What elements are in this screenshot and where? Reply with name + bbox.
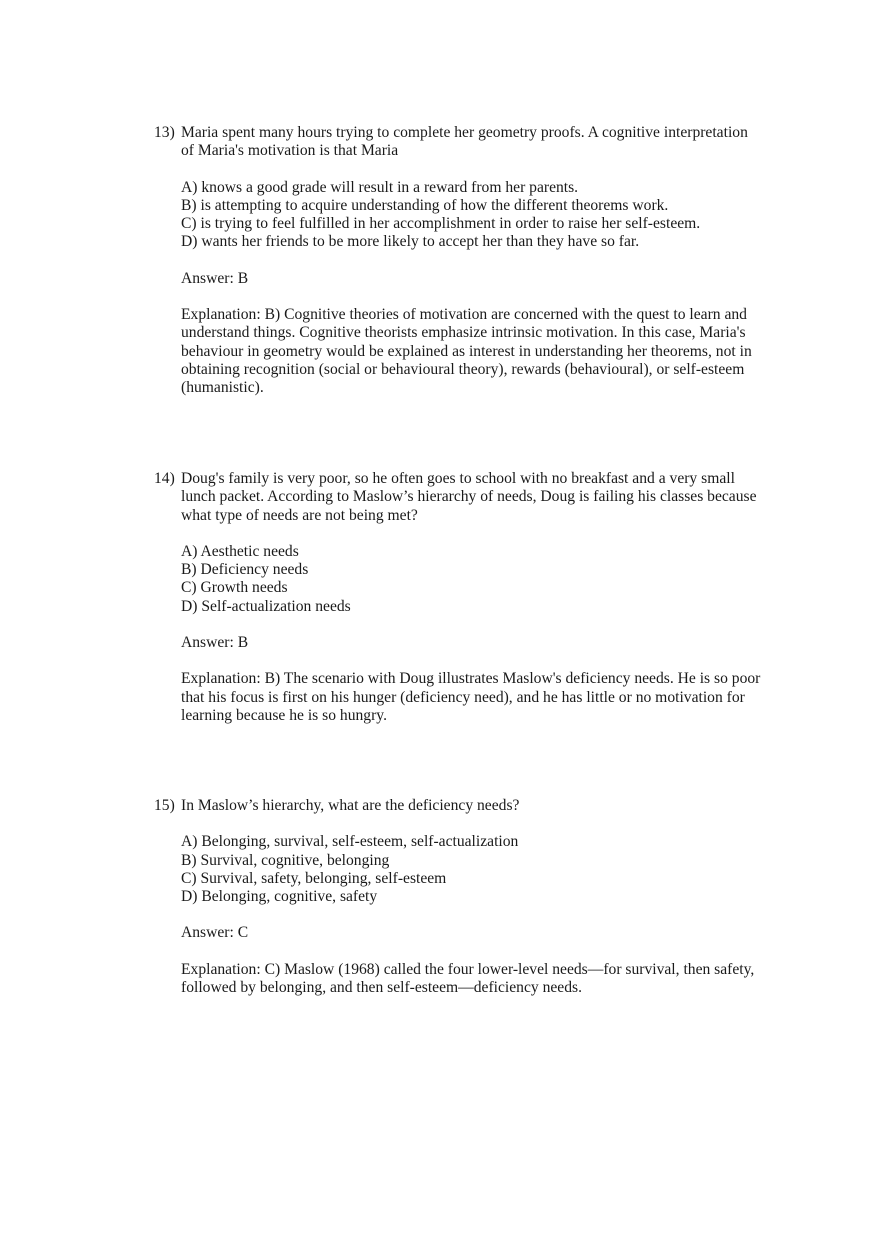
answer-line: Answer: C — [181, 924, 249, 942]
explanation-text: Explanation: B) Cognitive theories of motivation are concerned with the quest to learn and understand things. Cognitive theorists emphasize intrinsic motivation. In this case, Maria's behaviour in geometry would be explained as interest in understanding her theorems, not in obtaining recognition (social or behavioural theory), rewards (behavioural), or self-esteem (humanistic). — [181, 306, 752, 397]
question-stem: Doug's family is very poor, so he often goes to school with no breakfast and a very small lunch packet. According to Maslow’s hierarchy of needs, Doug is failing his classes because what type of needs are not being met? — [181, 470, 757, 524]
answer-options — [181, 833, 761, 906]
question-stem: In Maslow’s hierarchy, what are the deficiency needs? — [181, 797, 520, 814]
question-number: 13) — [154, 124, 175, 141]
question-13 — [154, 124, 761, 398]
explanation-text: Explanation: C) Maslow (1968) called the four lower-level needs—for survival, then safety, followed by belonging, and then self-esteem—deficiency needs. — [181, 960, 755, 997]
answer-line: Answer: B — [181, 269, 249, 287]
option-a: A) Aesthetic needs — [181, 542, 299, 560]
question-number: 14) — [154, 470, 175, 487]
question-number: 15) — [154, 797, 175, 814]
option-d: D) Self-actualization needs — [181, 597, 351, 615]
option-d: D) Belonging, cognitive, safety — [181, 888, 378, 906]
option-d: D) wants her friends to be more likely to accept her than they have so far. — [181, 233, 640, 251]
answer-line: Answer: B — [181, 634, 249, 652]
option-c: C) is trying to feel fulfilled in her accomplishment in order to raise her self-esteem. — [181, 215, 701, 233]
option-a: A) Belonging, survival, self-esteem, self-actualization — [181, 833, 519, 851]
question-stem: Maria spent many hours trying to complete her geometry proofs. A cognitive interpretation of Maria's motivation is that Maria — [181, 124, 748, 160]
option-b: B) Survival, cognitive, belonging — [181, 851, 390, 869]
explanation-text: Explanation: B) The scenario with Doug illustrates Maslow's deficiency needs. He is so poor that his focus is first on his hunger (deficiency need), and he has little or no motivation for learning because he is so hungry. — [181, 670, 761, 724]
option-b: B) is attempting to acquire understanding of how the different theorems work. — [181, 196, 669, 214]
option-a: A) knows a good grade will result in a reward from her parents. — [181, 178, 579, 196]
question-15 — [154, 797, 761, 997]
option-c: C) Survival, safety, belonging, self-esteem — [181, 869, 447, 887]
option-b: B) Deficiency needs — [181, 561, 309, 579]
answer-options — [181, 179, 761, 252]
question-14 — [154, 470, 761, 725]
option-c: C) Growth needs — [181, 579, 288, 597]
answer-options — [181, 543, 761, 616]
